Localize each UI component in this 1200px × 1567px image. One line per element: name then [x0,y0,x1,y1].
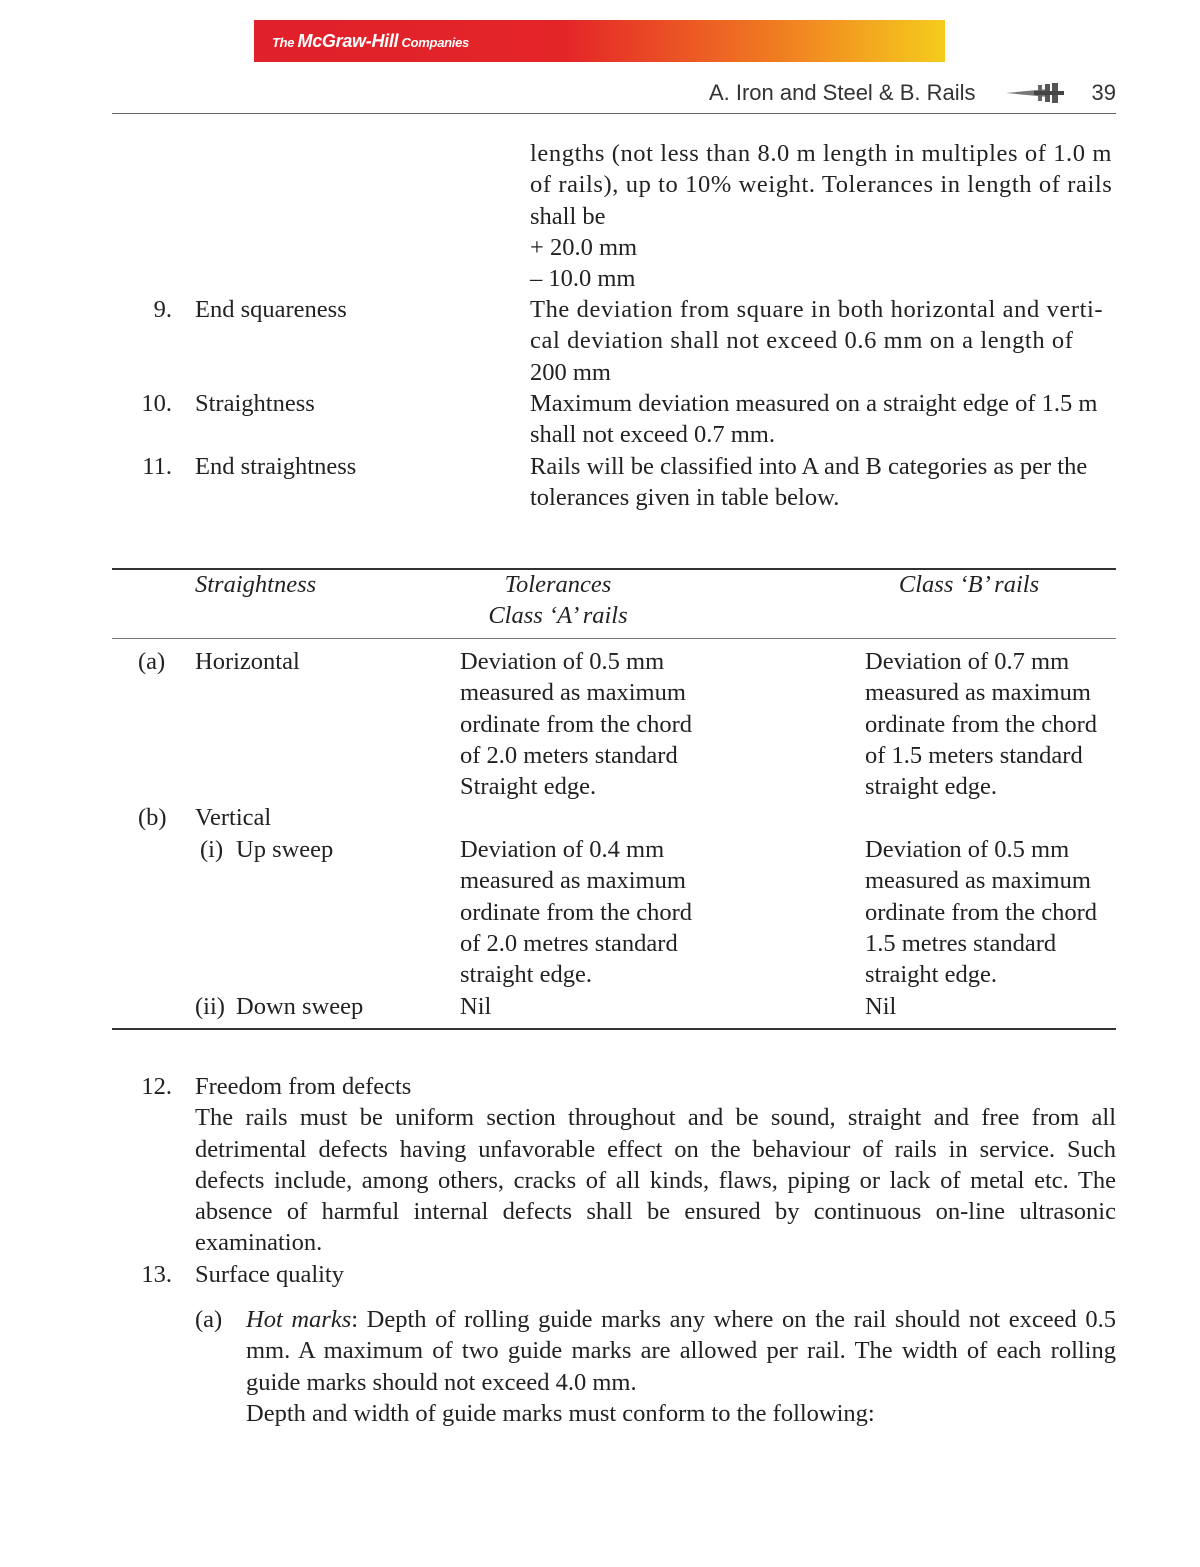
item-text-line: tolerances given in table below. [530,484,840,512]
class-a-line: Nil [460,993,492,1020]
subsection-body-2: Depth and width of guide marks must conform to the following: [246,1399,875,1427]
intro-line: lengths (not less than 8.0 m length in multiples of 1.0 m [530,140,1113,167]
publisher-logo: The McGraw-Hill Companies [272,31,469,51]
class-a-line: Deviation of 0.4 mm [460,836,665,863]
class-a-line: ordinate from the chord [460,898,692,926]
section-title: Freedom from defects [195,1073,412,1100]
section-number: 12. [141,1073,172,1100]
class-b-line: straight edge. [865,773,997,801]
class-a-line: measured as maximum [460,867,686,895]
item-number: 10. [141,390,172,417]
row-label: Down sweep [236,993,364,1020]
item-label: End squareness [195,296,347,323]
header-rule [112,113,1116,114]
subsection-text: : Depth of rolling guide marks any where on the rail should not exceed 0.5 mm. A maximum of two guide marks are allowed per rail. The width of each rolling guide marks should not exceed 4.0 mm. [246,1306,1116,1396]
class-b-line: Deviation of 0.5 mm [865,836,1070,863]
item-text-line: Rails will be classified into A and B categories as per the [530,453,1088,480]
class-a-line: ordinate from the chord [460,710,692,738]
row-label: Vertical [195,804,272,831]
item-label: End straightness [195,453,357,480]
row-marker: (i) [200,836,224,863]
class-b-line: measured as maximum [865,867,1091,895]
class-a-line: Straight edge. [460,773,597,801]
running-title: A. Iron and Steel & B. Rails [708,80,976,105]
item-number: 11. [142,453,172,480]
item-text-line: Maximum deviation measured on a straight edge of 1.5 m [530,390,1098,417]
class-b-line: Deviation of 0.7 mm [865,648,1070,675]
class-b-line: 1.5 metres standard [865,929,1057,957]
row-label: Horizontal [195,648,300,675]
subsection-title: Hot marks [246,1306,352,1333]
item-text-line: The deviation from square in both horizontal and verti- [530,296,1104,323]
row-marker: (b) [138,804,167,831]
class-b-line: straight edge. [865,961,997,989]
class-b-line: of 1.5 meters standard [865,741,1083,769]
table-header-rule [112,638,1116,639]
class-b-line: ordinate from the chord [865,898,1097,926]
class-a-line: Deviation of 0.5 mm [460,648,665,675]
section-body: The rails must be uniform section throughout and be sound, straight and free from all detrimental defects having unfavorable effect on the behaviour of rails in service. Such defects include, among others, cracks of all kinds, flaws, piping or lack of metal etc. The absence of harmful internal defects shall be ensured by continuous on-line ultrasonic examination. [195,1104,1116,1257]
intro-line: of rails), up to 10% weight. Tolerances in length of rails [530,171,1113,199]
item-text-line: shall not exceed 0.7 mm. [530,421,775,449]
page-number: 39 [1091,80,1116,105]
running-head [709,78,1116,108]
section-title: Surface quality [195,1261,344,1288]
header-class-b: Class ‘B’ rails [898,571,1040,598]
intro-line: shall be [530,202,606,230]
item-number: 9. [153,296,172,323]
subsection-body [246,1304,1116,1398]
row-marker: (ii) [195,993,225,1020]
row-marker: (a) [138,648,166,675]
class-a-line: straight edge. [460,961,592,989]
row-label: Up sweep [236,836,334,863]
item-text-line: 200 mm [530,358,611,386]
class-a-line: measured as maximum [460,679,686,707]
publisher-banner [254,20,945,62]
header-class-a: Class ‘A’ rails [488,602,628,629]
section-number: 13. [141,1261,172,1288]
header-tolerances: Tolerances [504,571,612,598]
rail-track-icon [1004,82,1068,104]
class-a-line: of 2.0 metres standard [460,929,678,957]
item-text-line: cal deviation shall not exceed 0.6 mm on a length of [530,327,1074,355]
tolerance-minus: – 10.0 mm [530,265,636,293]
class-b-line: Nil [865,993,897,1020]
class-b-line: measured as maximum [865,679,1091,707]
class-a-line: of 2.0 meters standard [460,741,678,769]
subsection-marker: (a) [195,1306,223,1333]
tolerance-plus: + 20.0 mm [530,233,638,261]
class-b-line: ordinate from the chord [865,710,1097,738]
item-label: Straightness [195,390,315,417]
table-bottom-rule [112,1028,1116,1030]
header-straightness: Straightness [195,571,317,598]
